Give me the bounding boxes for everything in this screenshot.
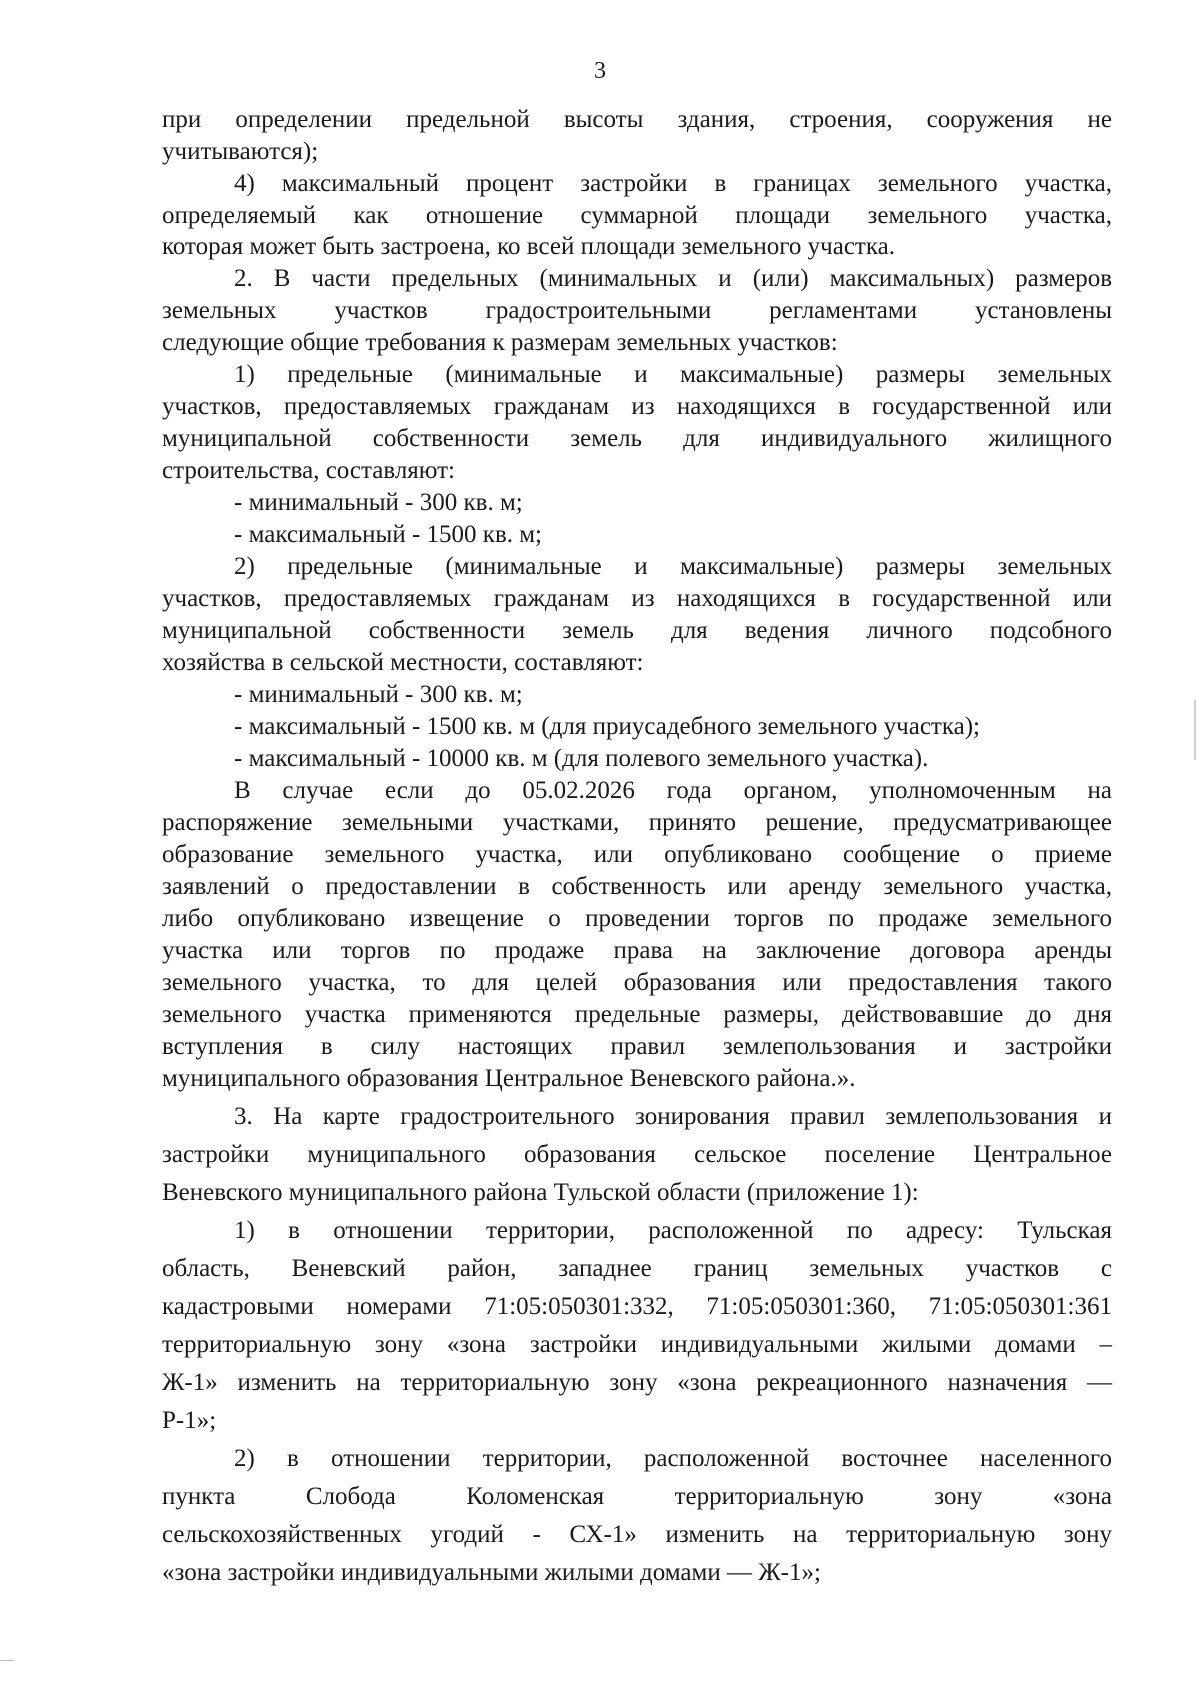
text-line: при определении предельной высоты здания, строения, сооружения не <box>162 106 1112 133</box>
text-line: участков, предоставляемых гражданам из находящихся в государственной или <box>162 393 1112 420</box>
text-line: заявлений о предоставлении в собственность или аренду земельного участка, <box>162 873 1112 900</box>
text-line: либо опубликовано извещение о проведении торгов по продаже земельного <box>162 905 1112 932</box>
text-line: земельного участка применяются предельные размеры, действовавшие до дня <box>162 1001 1112 1028</box>
text-line: Ж-1» изменить на территориальную зону «зона рекреационного назначения — <box>162 1369 1112 1396</box>
text-line: распоряжение земельными участками, принято решение, предусматривающее <box>162 809 1112 836</box>
text-line: следующие общие требования к размерам земельных участков: <box>162 329 838 356</box>
text-line: образование земельного участка, или опубликовано сообщение о приеме <box>162 841 1112 868</box>
text-line: муниципальной собственности земель для ведения личного подсобного <box>162 617 1112 644</box>
text-line: область, Веневский район, западнее границ земельных участков с <box>162 1255 1112 1282</box>
text-line: строительства, составляют: <box>162 457 456 484</box>
text-line: - минимальный - 300 кв. м; <box>234 681 523 708</box>
text-line: 2) в отношении территории, расположенной восточнее населенного <box>234 1445 1112 1472</box>
text-line: 1) в отношении территории, расположенной по адресу: Тульская <box>234 1217 1112 1244</box>
text-line: - максимальный - 1500 кв. м; <box>234 521 543 548</box>
text-line: «зона застройки индивидуальными жилыми домами — Ж-1»; <box>162 1559 821 1586</box>
text-line: пункта Слобода Коломенская территориальную зону «зона <box>162 1483 1112 1510</box>
text-line: которая может быть застроена, ко всей площади земельного участка. <box>162 233 895 260</box>
scan-artifact <box>0 1660 14 1661</box>
text-line: определяемый как отношение суммарной площади земельного участка, <box>162 202 1112 229</box>
text-line: 2) предельные (минимальные и максимальные) размеры земельных <box>234 553 1112 580</box>
text-line: - максимальный - 10000 кв. м (для полевого земельного участка). <box>234 745 929 772</box>
text-line: 3. На карте градостроительного зонирования правил землепользования и <box>234 1103 1112 1130</box>
text-line: участка или торгов по продаже права на заключение договора аренды <box>162 937 1112 964</box>
text-line: сельскохозяйственных угодий - СХ-1» изменить на территориальную зону <box>162 1521 1112 1548</box>
text-line: земельных участков градостроительными регламентами установлены <box>162 297 1112 324</box>
text-line: Р-1»; <box>162 1407 217 1434</box>
text-line: земельного участка, то для целей образования или предоставления такого <box>162 969 1112 996</box>
text-line: кадастровыми номерами 71:05:050301:332, 71:05:050301:360, 71:05:050301:361 <box>162 1293 1112 1320</box>
text-line: 4) максимальный процент застройки в границах земельного участка, <box>234 170 1112 197</box>
text-line: 2. В части предельных (минимальных и (или) максимальных) размеров <box>234 265 1112 292</box>
text-line: Веневского муниципального района Тульской области (приложение 1): <box>162 1179 919 1206</box>
text-line: учитываются); <box>162 138 319 165</box>
text-line: В случае если до 05.02.2026 года органом, уполномоченным на <box>234 777 1112 804</box>
text-line: территориальную зону «зона застройки индивидуальными жилыми домами – <box>162 1331 1112 1358</box>
text-line: - минимальный - 300 кв. м; <box>234 489 523 516</box>
text-line: 1) предельные (минимальные и максимальные) размеры земельных <box>234 361 1112 388</box>
text-line: муниципального образования Центральное Веневского района.». <box>162 1065 856 1092</box>
text-line: вступления в силу настоящих правил землепользования и застройки <box>162 1033 1112 1060</box>
text-line: - максимальный - 1500 кв. м (для приусадебного земельного участка); <box>234 713 980 740</box>
page-number: 3 <box>594 58 606 84</box>
text-line: застройки муниципального образования сельское поселение Центральное <box>162 1141 1112 1168</box>
text-line: муниципальной собственности земель для индивидуального жилищного <box>162 425 1112 452</box>
text-line: хозяйства в сельской местности, составляют: <box>162 649 644 676</box>
text-line: участков, предоставляемых гражданам из находящихся в государственной или <box>162 585 1112 612</box>
scan-artifact <box>1194 700 1196 760</box>
